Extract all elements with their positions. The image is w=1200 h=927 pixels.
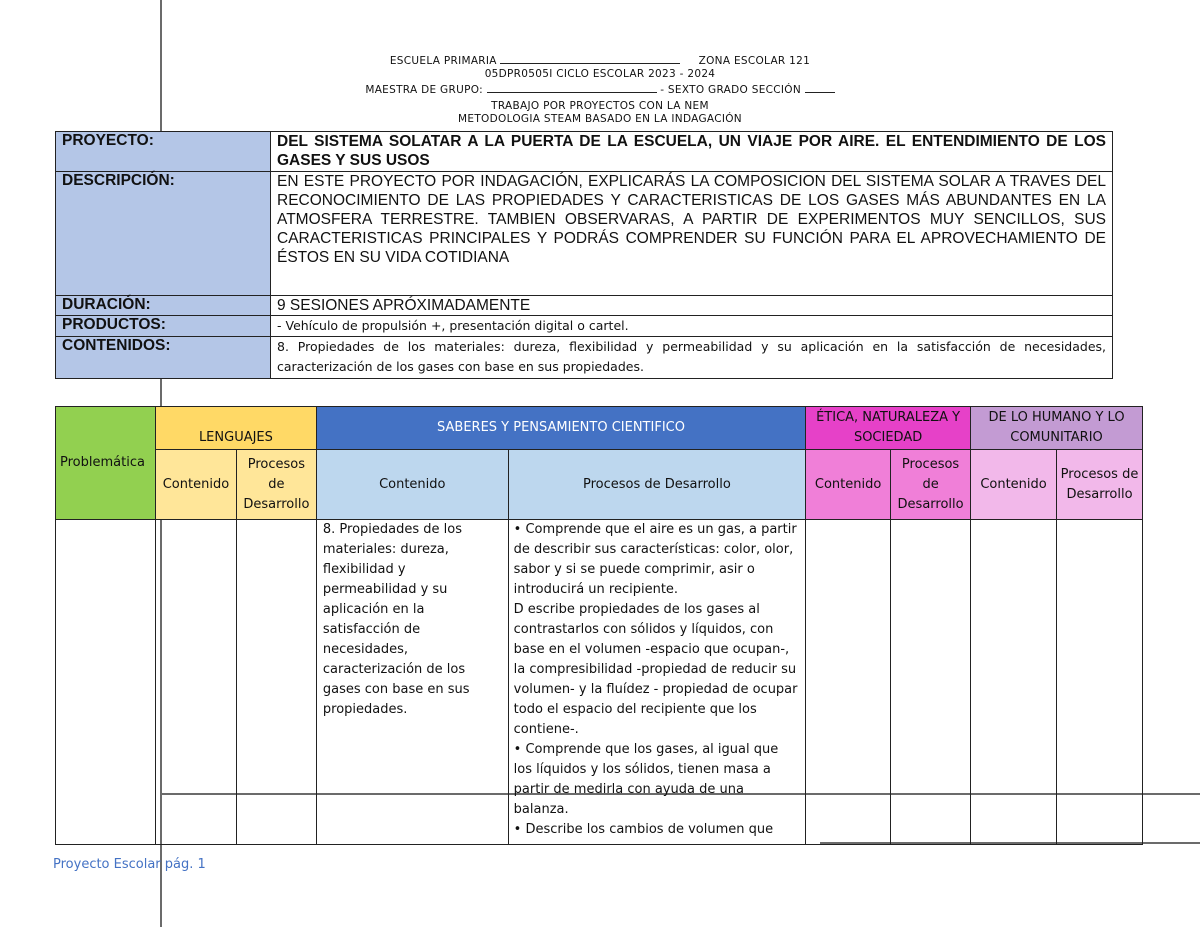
description-row [56, 172, 1113, 296]
page-footer: Proyecto Escolar pág. 1 [53, 857, 206, 872]
header-work-line: TRABAJO POR PROYECTOS CON LA NEM [491, 100, 709, 112]
header-teacher-line [0, 84, 1200, 96]
school-name-blank [500, 55, 680, 64]
saberes-procesos-header: Procesos de Desarrollo [508, 450, 805, 520]
project-value: DEL SISTEMA SOLATAR A LA PUERTA DE LA ESCUELA, UN VIAJE POR AIRE. EL ENTENDIMIENTO DE LOS GASES Y SUS USOS [271, 132, 1113, 172]
humano-contenido-cell [971, 520, 1057, 845]
header-method-line: METODOLOGIA STEAM BASADO EN LA INDAGACIÓN [458, 113, 742, 125]
duration-label: DURACIÓN: [56, 296, 271, 316]
problematica-header: Problemática [56, 407, 156, 520]
etica-contenido-header: Contenido [806, 450, 891, 520]
school-label: ESCUELA PRIMARIA [389, 55, 497, 67]
teacher-label: MAESTRA DE GRUPO: [365, 84, 483, 96]
etica-procesos-cell [891, 520, 971, 845]
contents-value: 8. Propiedades de los materiales: dureza, flexibilidad y permeabilidad y su aplicación en la satisfacción de necesidades, caracterización de los gases con base en sus propiedades. [271, 337, 1113, 379]
humano-procesos-header: Procesos de Desarrollo [1057, 450, 1143, 520]
etica-header: ÉTICA, NATURALEZA Y SOCIEDAD [806, 407, 971, 450]
products-row [56, 316, 1113, 337]
table-row [56, 520, 1143, 845]
description-value: EN ESTE PROYECTO POR INDAGACIÓN, EXPLICARÁS LA COMPOSICION DEL SISTEMA SOLAR A TRAVES DEL RECONOCIMIENTO DE LAS PROPIEDADES Y CARACTERISTICAS DE LOS GASES MÁS ABUNDANTES EN LA ATMOSFERA TERRESTRE. TAMBIEN OBSERVARAS, A PARTIR DE EXPERIMENTOS MUY SENCILLOS, SUS CARACTERISTICAS PRINCIPALES Y PODRÁS COMPRENDER SU FUNCIÓN PARA EL APROVECHAMIENTO DE ÉSTOS EN SU VIDA COTIDIANA [271, 172, 1113, 296]
teacher-name-blank [487, 84, 657, 93]
products-label: PRODUCTOS: [56, 316, 271, 337]
etica-procesos-header: Procesos de Desarrollo [891, 450, 971, 520]
saberes-proceso-3: • Comprende que los gases, al igual que los líquidos y los sólidos, tienen masa a partir de medirla con ayuda de una balanza. [513, 742, 779, 817]
lenguajes-procesos-header: Procesos de Desarrollo [236, 450, 316, 520]
header-school-line [0, 55, 1200, 67]
lenguajes-procesos-cell [236, 520, 316, 845]
duration-value: 9 SESIONES APRÓXIMADAMENTE [271, 296, 1113, 316]
header-cycle-line: 05DPR0505I CICLO ESCOLAR 2023 - 2024 [484, 68, 716, 80]
lenguajes-contenido-cell [155, 520, 236, 845]
subheader-row [56, 450, 1143, 520]
saberes-proceso-4: • Describe los cambios de volumen que [513, 822, 774, 837]
contents-label: CONTENIDOS: [56, 337, 271, 379]
zone-label: ZONA ESCOLAR 121 [698, 55, 811, 67]
project-label: PROYECTO: [56, 132, 271, 172]
contents-row [56, 337, 1113, 379]
problematica-cell [56, 520, 156, 845]
etica-contenido-cell [806, 520, 891, 845]
humano-header: DE LO HUMANO Y LO COMUNITARIO [971, 407, 1143, 450]
duration-row [56, 296, 1113, 316]
humano-contenido-header: Contenido [971, 450, 1057, 520]
saberes-header: SABERES Y PENSAMIENTO CIENTIFICO [316, 407, 805, 450]
saberes-contenido-text: 8. Propiedades de los materiales: dureza, flexibilidad y permeabilidad y su aplicación en la satisfacción de necesidades, caracterización de los gases con base en sus propiedades. [322, 522, 470, 717]
project-row [56, 132, 1113, 172]
lenguajes-header: LENGUAJES [155, 407, 316, 450]
saberes-proceso-1: • Comprende que el aire es un gas, a partir de describir sus características: color, olor, sabor y si se puede comprimir, asir o introducirá un recipiente. [513, 522, 797, 597]
saberes-contenido-header: Contenido [316, 450, 508, 520]
humano-procesos-cell [1057, 520, 1143, 845]
products-value: - Vehículo de propulsión +, presentación digital o cartel. [271, 316, 1113, 337]
project-info-table [55, 131, 1113, 379]
grade-label: - SEXTO GRADO SECCIÓN [660, 84, 802, 96]
planning-table [55, 406, 1143, 845]
saberes-procesos-cell [508, 520, 805, 845]
saberes-proceso-2: D escribe propiedades de los gases al contrastarlos con sólidos y líquidos, con base en el volumen -espacio que ocupan-, la compresibilidad -propiedad de reducir su volumen- y la fluídez - propiedad de ocupar todo el espacio del recipiente que los contiene-. [513, 602, 798, 737]
saberes-contenido-cell [316, 520, 508, 845]
section-blank [805, 84, 835, 93]
description-label: DESCRIPCIÓN: [56, 172, 271, 296]
lenguajes-contenido-header: Contenido [155, 450, 236, 520]
field-header-row [56, 407, 1143, 450]
